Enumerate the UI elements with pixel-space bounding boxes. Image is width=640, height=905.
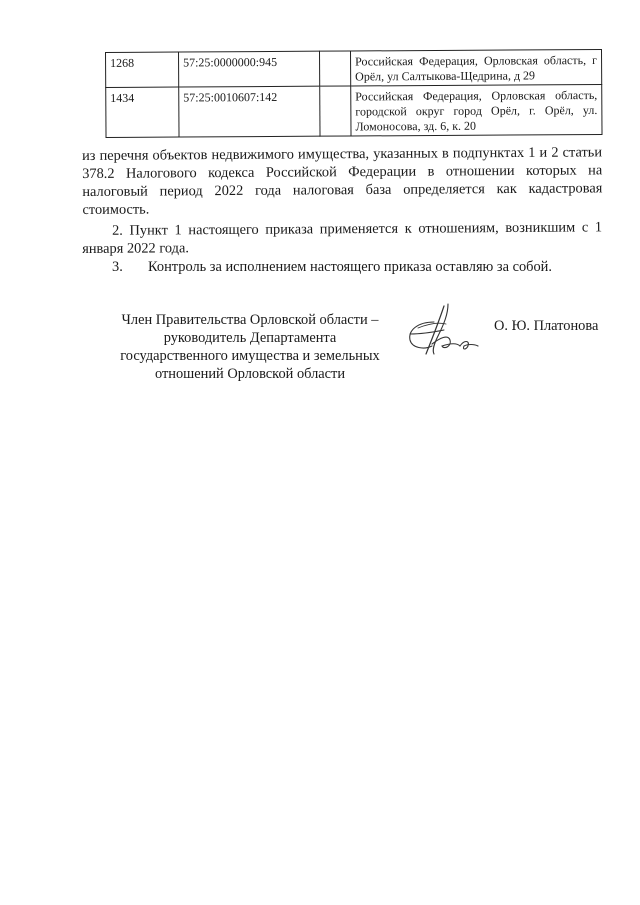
position-line: Член Правительства Орловской области – xyxy=(121,312,379,328)
row-number-cell: 1434 xyxy=(106,87,179,137)
empty-cell xyxy=(319,51,350,86)
position-line: руководитель Департамента xyxy=(163,330,337,346)
signatory-position xyxy=(105,311,395,383)
item-3-number: 3. xyxy=(112,259,123,275)
item-3-text: Контроль за исполнением настоящего приказа оставляю за собой. xyxy=(148,259,552,275)
row-number-cell: 1268 xyxy=(106,52,179,87)
address-cell: Российская Федерация, Орловская область, г Орёл, ул Салтыкова-Щедрина, д 29 xyxy=(350,49,601,86)
table-row xyxy=(106,84,602,137)
address-cell: Российская Федерация, Орловская область, городской округ город Орёл, г. Орёл, ул. Ломоносова, зд. 6, к. 20 xyxy=(351,84,602,136)
table-row xyxy=(106,49,602,87)
position-line: отношений Орловской области xyxy=(154,366,346,382)
position-line: государственного имущества и земельных xyxy=(120,348,380,364)
paragraph-item-2: 2. Пункт 1 настоящего приказа применяется к отношениям, возникшим с 1 января 2022 года. xyxy=(82,219,603,257)
cadastral-number-cell: 57:25:0000000:945 xyxy=(179,51,320,87)
empty-cell xyxy=(320,86,351,136)
cadastral-number-cell: 57:25:0010607:142 xyxy=(179,86,320,137)
handwritten-signature xyxy=(404,300,484,364)
paragraph-item-3 xyxy=(82,258,602,276)
signer-name: О. Ю. Платонова xyxy=(494,318,599,334)
property-table xyxy=(105,49,603,138)
paragraph-continuation: из перечня объектов недвижимого имущества, указанных в подпунктах 1 и 2 статьи 378.2 Налогового кодекса Российской Федерации в отношении которых на налоговый период 2022 года налоговая база определяется как кадастровая стоимость. xyxy=(82,144,603,218)
